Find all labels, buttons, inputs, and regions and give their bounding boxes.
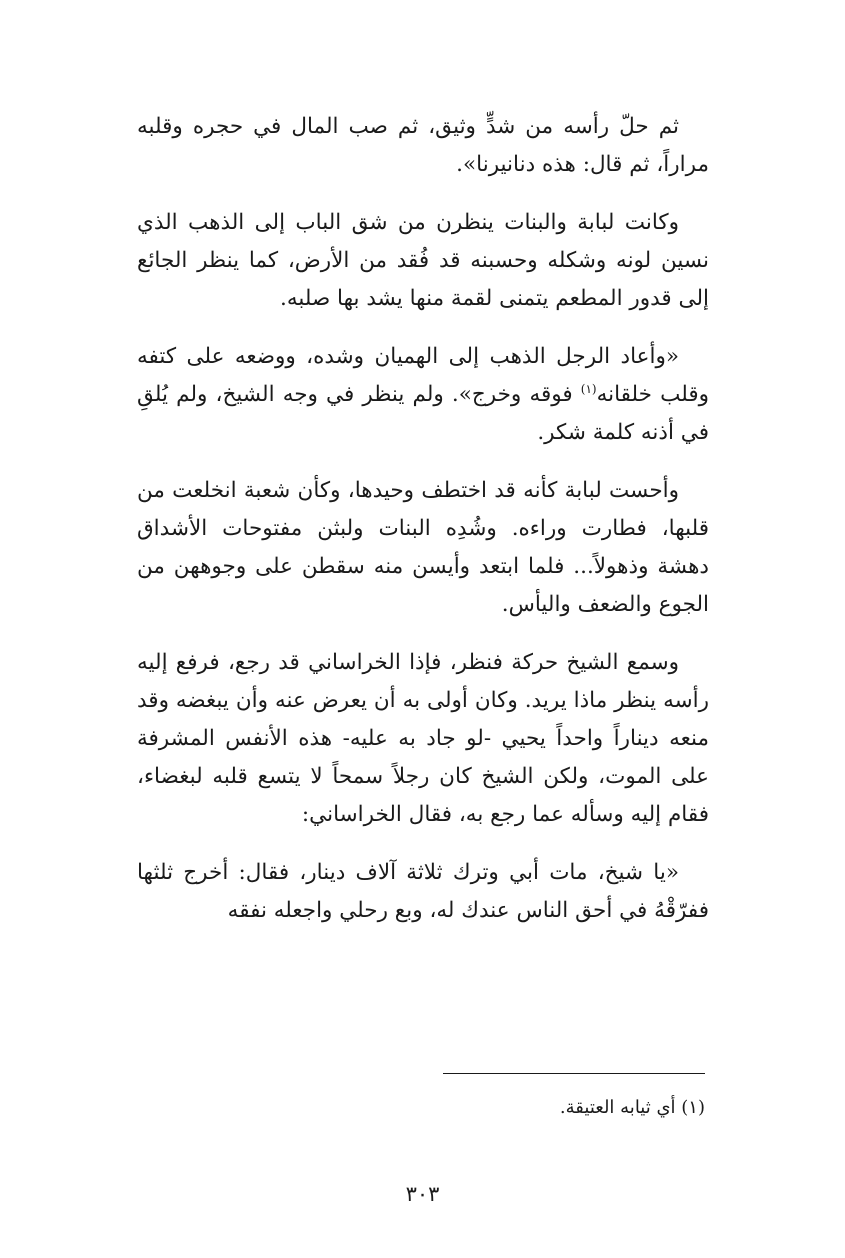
paragraph bbox=[137, 338, 709, 452]
paragraph: ثم حلّ رأسه من شدٍّ وثيق، ثم صب المال في حجره وقلبه مراراً، ثم قال: هذه دنانيرنا». bbox=[137, 114, 709, 177]
paragraph-text: فوقه وخرج». ولم ينظر في وجه الشيخ، ولم يُلقِ في أذنه كلمة شكر. bbox=[137, 382, 709, 445]
footnote-divider bbox=[443, 1073, 705, 1074]
paragraph: «يا شيخ، مات أبي وترك ثلاثة آلاف دينار، فقال: أخرج ثلثها ففرّقْهُ في أحق الناس عندك له، وبع رحلي واجعله نفقه bbox=[137, 860, 709, 923]
paragraph: وأحست لبابة كأنه قد اختطف وحيدها، وكأن شعبة انخلعت من قلبها، فطارت وراءه. وشُدِه البنات ولبثن مفتوحات الأشداق دهشة وذهولاً... فلما ابتعد وأيسن منه سقطن على وجوههن من الجوع والضعف واليأس. bbox=[137, 478, 709, 617]
footnote-marker: (١) bbox=[580, 381, 597, 396]
paragraph-text: «وأعاد الرجل الذهب إلى الهميان وشده، ووضعه على كتفه وقلب خلقانه bbox=[137, 344, 709, 407]
footnote: (١) أي ثيابه العتيقة. bbox=[559, 1097, 705, 1118]
body-text bbox=[137, 108, 709, 950]
page-number: ٣٠٣ bbox=[405, 1182, 440, 1206]
paragraph: وسمع الشيخ حركة فنظر، فإذا الخراساني قد رجع، فرفع إليه رأسه ينظر ماذا يريد. وكان أولى به أن يعرض عنه وأن يبغضه وقد منعه ديناراً واحداً يحيي -لو جاد به عليه- هذه الأنفس المشرفة على الموت، ولكن الشيخ كان رجلاً سمحاً لا يتسع قلبه لبغضاء، فقام إليه وسأله عما رجع به، فقال الخراساني: bbox=[137, 650, 709, 827]
paragraph: وكانت لبابة والبنات ينظرن من شق الباب إلى الذهب الذي نسين لونه وشكله وحسبنه قد فُقد من الأرض، كما ينظر الجائع إلى قدور المطعم يتمنى لقمة منها يشد بها صلبه. bbox=[137, 210, 709, 311]
